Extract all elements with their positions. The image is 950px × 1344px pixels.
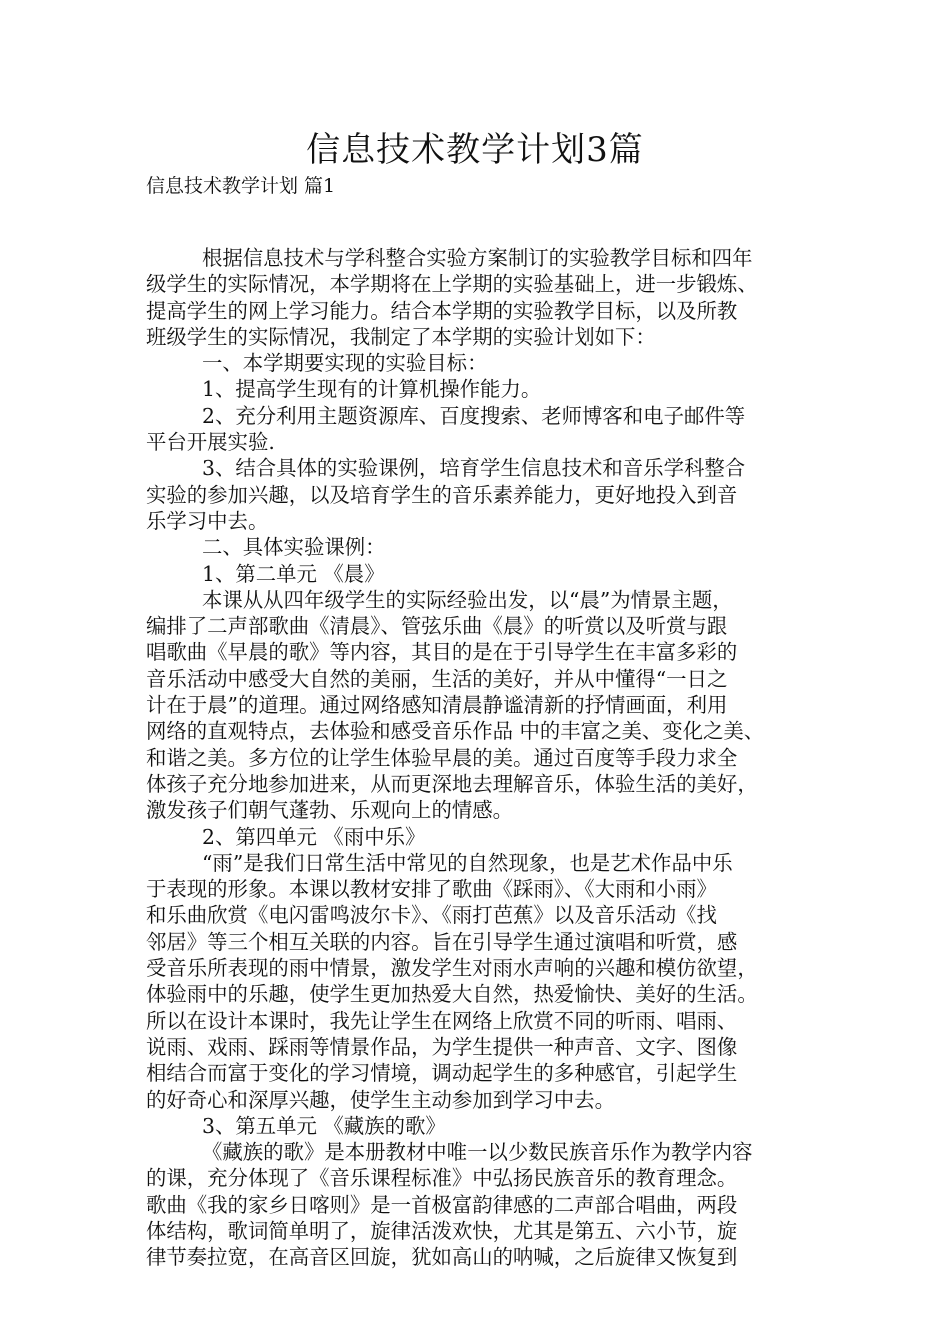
text-line: 二、具体实验课例： [202, 535, 386, 560]
text-line: 平台开展实验. [146, 430, 275, 455]
text-line: 班级学生的实际情况，我制定了本学期的实验计划如下： [146, 324, 656, 349]
text-line: 受音乐所表现的雨中情景，激发学生对雨水声响的兴趣和模仿欲望， [146, 956, 758, 981]
text-line: 和谐之美。多方位的让学生体验早晨的美。通过百度等手段力求全 [146, 745, 738, 770]
text-line: 《藏族的歌》是本册教材中唯一以少数民族音乐作为教学内容 [202, 1140, 753, 1165]
text-line: 体结构，歌词简单明了，旋律活泼欢快，尤其是第五、六小节，旋 [146, 1218, 738, 1243]
text-line: 和乐曲欣赏《电闪雷鸣波尔卡》、《雨打芭蕉》以及音乐活动《找 [146, 903, 717, 928]
text-line: 邻居》等三个相互关联的内容。旨在引导学生通过演唱和听赏，感 [146, 929, 738, 954]
text-line: 实验的参加兴趣，以及培育学生的音乐素养能力，更好地投入到音 [146, 482, 738, 507]
text-line: 1、提高学生现有的计算机操作能力。 [202, 377, 542, 402]
text-line: 1、第二单元 《晨》 [202, 561, 385, 586]
text-line: 歌曲《我的家乡日喀则》是一首极富韵律感的二声部合唱曲，两段 [146, 1192, 738, 1217]
text-line: 唱歌曲《早晨的歌》等内容，其目的是在于引导学生在丰富多彩的 [146, 640, 738, 665]
text-line: 的好奇心和深厚兴趣，使学生主动参加到学习中去。 [146, 1087, 615, 1112]
text-line: 音乐活动中感受大自然的美丽，生活的美好，并从中懂得“一日之 [146, 666, 728, 691]
text-line: 体验雨中的乐趣，使学生更加热爱大自然，热爱愉快、美好的生活。 [146, 982, 758, 1007]
text-line: 体孩子充分地参加进来，从而更深地去理解音乐，体验生活的美好， [146, 771, 758, 796]
text-line: 相结合而富于变化的学习情境，调动起学生的多种感官，引起学生 [146, 1061, 738, 1086]
text-line: 级学生的实际情况，本学期将在上学期的实验基础上，进一步锻炼、 [146, 272, 758, 297]
text-line: 本课从从四年级学生的实际经验出发，以“晨”为情景主题， [202, 587, 733, 612]
text-line: 说雨、戏雨、踩雨等情景作品，为学生提供一种声音、文字、图像 [146, 1034, 738, 1059]
text-line: 3、结合具体的实验课例，培育学生信息技术和音乐学科整合 [202, 456, 746, 481]
text-line: 根据信息技术与学科整合实验方案制订的实验教学目标和四年 [202, 246, 753, 270]
text-line: “雨”是我们日常生活中常见的自然现象，也是艺术作品中乐 [202, 850, 733, 875]
text-line: 网络的直观特点，去体验和感受音乐作品 中的丰富之美、变化之美、 [146, 719, 765, 744]
text-line: 计在于晨”的道理。通过网络感知清晨静谧清新的抒情画面，利用 [146, 693, 728, 718]
text-line: 乐学习中去。 [146, 508, 269, 533]
text-line: 的课，充分体现了《音乐课程标准》中弘扬民族音乐的教育理念。 [146, 1166, 738, 1191]
text-line: 于表现的形象。本课以教材安排了歌曲《踩雨》、《大雨和小雨》 [146, 877, 717, 902]
text-line: 2、充分利用主题资源库、百度搜索、老师博客和电子邮件等 [202, 403, 746, 428]
text-line: 所以在设计本课时，我先让学生在网络上欣赏不同的听雨、唱雨、 [146, 1008, 738, 1033]
text-line: 2、第四单元 《雨中乐》 [202, 824, 426, 849]
document-subtitle: 信息技术教学计划 篇1 [146, 175, 336, 197]
text-line: 一、本学期要实现的实验目标： [202, 351, 488, 376]
text-line: 激发孩子们朝气蓬勃、乐观向上的情感。 [146, 798, 514, 823]
text-line: 编排了二声部歌曲《清晨》、管弦乐曲《晨》的听赏以及听赏与跟 [146, 614, 728, 639]
text-line: 律节奏拉宽，在高音区回旋，犹如高山的呐喊，之后旋律又恢复到 [146, 1245, 738, 1270]
text-line: 3、第五单元 《藏族的歌》 [202, 1113, 446, 1138]
document-body [146, 245, 810, 1271]
document-title: 信息技术教学计划3篇 [306, 130, 644, 170]
text-line: 提高学生的网上学习能力。结合本学期的实验教学目标，以及所教 [146, 298, 738, 323]
